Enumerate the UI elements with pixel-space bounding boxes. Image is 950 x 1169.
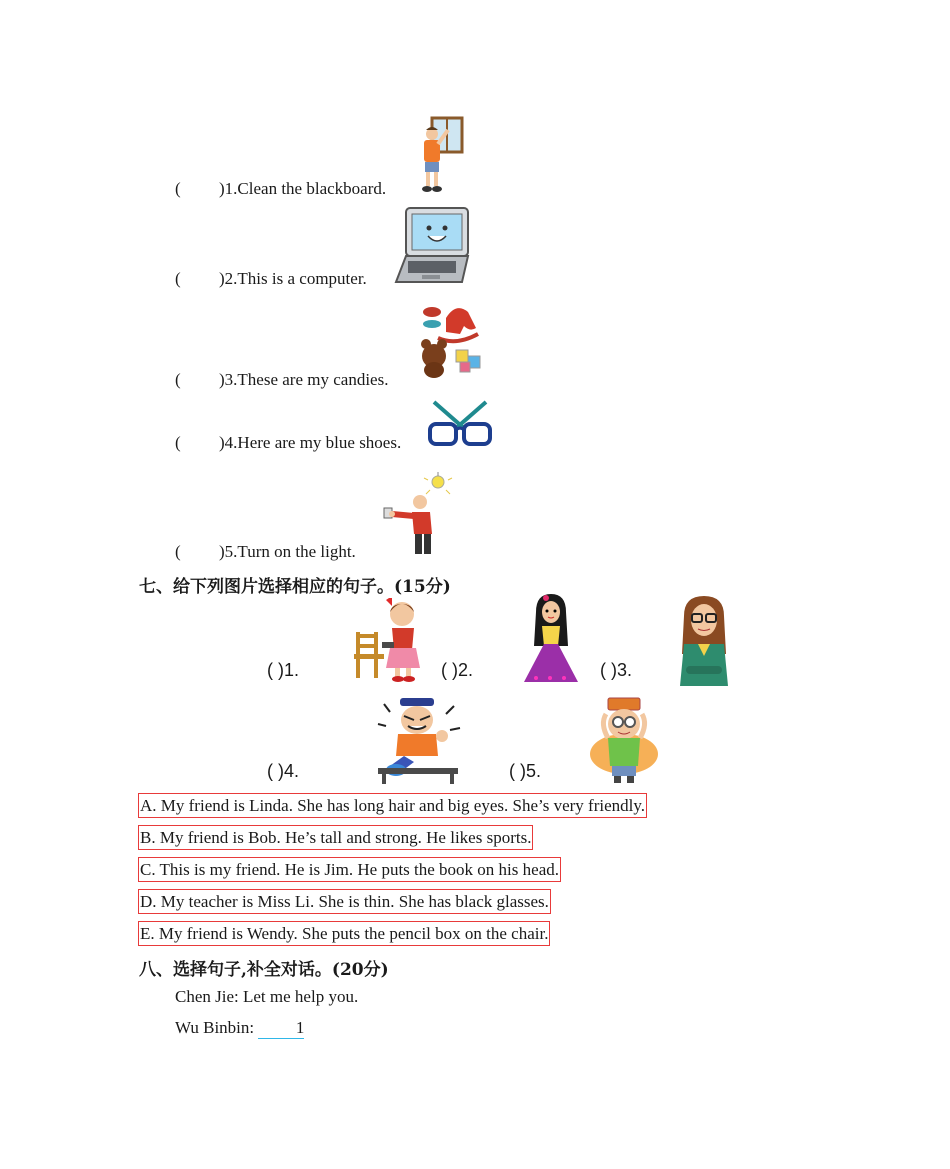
question-text: 4.Here are my blue shoes. [224, 433, 402, 452]
question-1: ( )1.Clean the blackboard. [175, 179, 387, 198]
option-e: E. My friend is Wendy. She puts the pencil box on the chair. [138, 921, 550, 946]
question-text: 3.These are my candies. [224, 370, 389, 389]
question-text: 5.Turn on the light. [224, 542, 356, 561]
dialogue-line-2 [175, 1018, 304, 1039]
speaker: Chen Jie: [175, 987, 239, 1006]
answer-paren[interactable]: ( [175, 433, 181, 452]
teacher-with-glasses-illustration [678, 594, 730, 686]
question-3: ( )3.These are my candies. [175, 370, 389, 389]
option-b: B. My friend is Bob. He’s tall and strong. He likes sports. [138, 825, 533, 850]
option-a: A. My friend is Linda. She has long hair and big eyes. She’s very friendly. [138, 793, 647, 818]
boy-book-on-head-illustration [586, 694, 660, 784]
section-7-heading: 七、给下列图片选择相应的句子。(15分) [139, 577, 451, 597]
answer-paren[interactable]: ( [175, 179, 181, 198]
answer-paren[interactable]: ( [175, 370, 181, 389]
option-c: C. This is my friend. He is Jim. He puts the book on his head. [138, 857, 561, 882]
question-text: 1.Clean the blackboard. [224, 179, 387, 198]
picture-label-5[interactable]: ( )5. [509, 761, 542, 781]
speaker: Wu Binbin: [175, 1018, 255, 1037]
picture-label-3[interactable]: ( )3. [600, 660, 633, 680]
answer-paren[interactable]: ( [175, 269, 181, 288]
question-5: ( )5.Turn on the light. [175, 542, 356, 561]
dialogue-text: Let me help you. [243, 987, 359, 1006]
picture-label-1[interactable]: ( )1. [267, 660, 300, 680]
dialogue-line-1 [175, 987, 358, 1007]
laptop-computer-illustration [394, 206, 472, 286]
glasses-illustration [426, 396, 494, 448]
boy-cleaning-window-illustration [414, 116, 464, 196]
boy-jumping-hurdle-illustration [374, 694, 464, 784]
section-8-heading: 八、选择句子,补全对话。(20分) [139, 960, 389, 980]
question-2: ( )2.This is a computer. [175, 269, 367, 288]
man-turning-on-light-illustration [380, 472, 456, 558]
question-4: ( )4.Here are my blue shoes. [175, 433, 402, 452]
picture-label-4[interactable]: ( )4. [267, 761, 300, 781]
girl-long-hair-illustration [520, 594, 582, 686]
picture-label-2[interactable]: ( )2. [441, 660, 474, 680]
answer-blank[interactable]: 1 [258, 1018, 304, 1039]
girl-with-chair-illustration [352, 598, 428, 682]
question-text: 2.This is a computer. [224, 269, 367, 288]
toys-illustration [416, 298, 486, 380]
option-d: D. My teacher is Miss Li. She is thin. She has black glasses. [138, 889, 551, 914]
answer-paren[interactable]: ( [175, 542, 181, 561]
